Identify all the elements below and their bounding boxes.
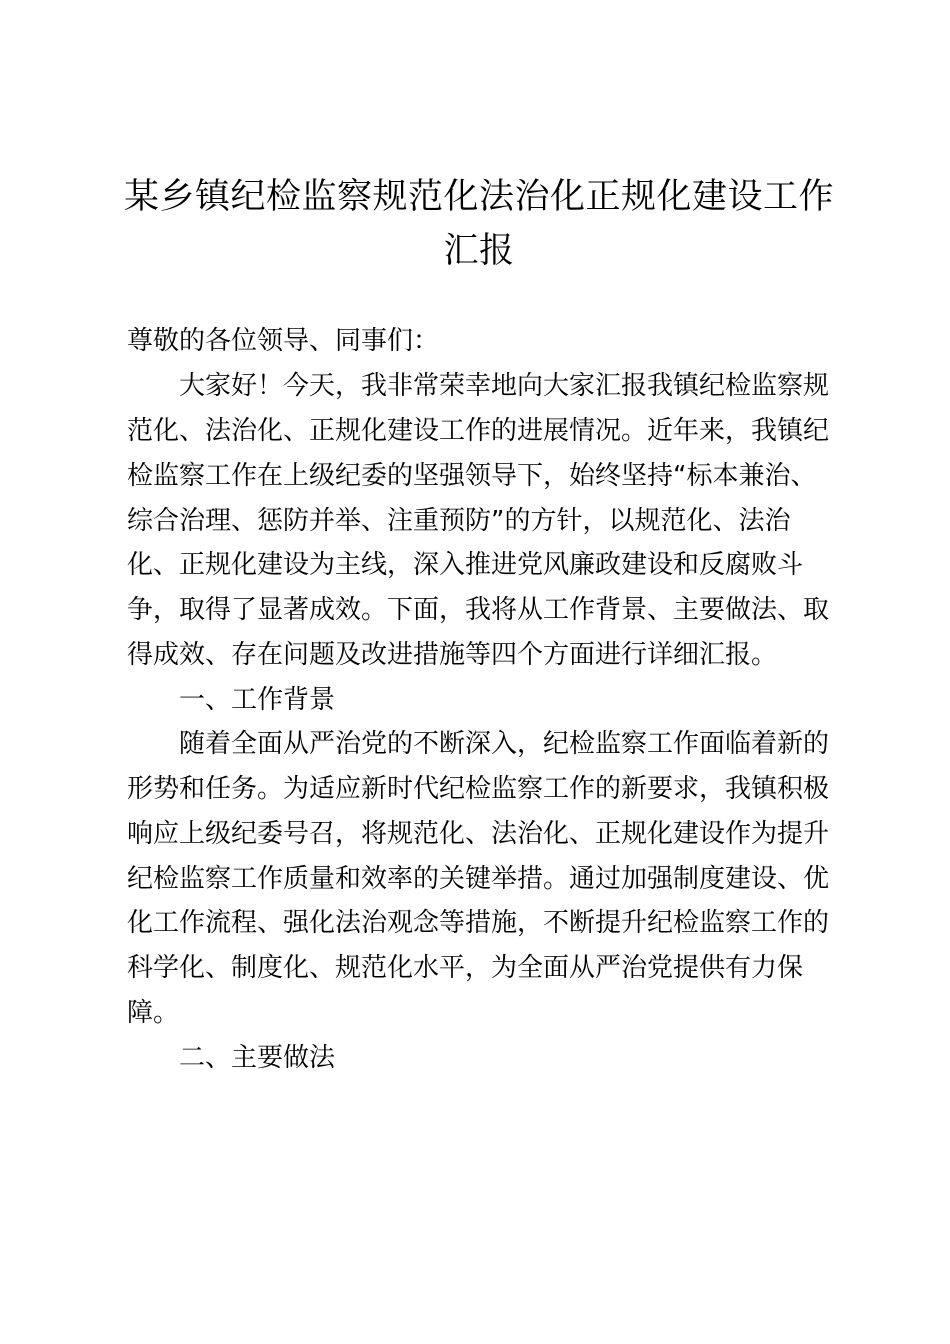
intro-line: 得成效、存在问题及改进措施等四个方面进行详细汇报。 [127,640,778,670]
intro-line: 化、正规化建设为主线，深入推进党风廉政建设和反腐败斗 [127,550,804,580]
section1-line: 纪检监察工作质量和效率的关键举措。通过加强制度建设、优 [127,864,830,894]
section1-line: 响应上级纪委号召，将规范化、法治化、正规化建设作为提升 [127,819,830,849]
intro-line: 争，取得了显著成效。下面，我将从工作背景、主要做法、取 [127,595,830,625]
title-line-2: 汇报 [443,231,515,271]
intro-line: 检监察工作在上级纪委的坚强领导下，始终坚持“标本兼治、 [127,461,817,491]
intro-line: 大家好！今天，我非常荣幸地向大家汇报我镇纪检监察规 [179,371,830,401]
salutation: 尊敬的各位领导、同事们： [127,326,440,356]
section-heading-main-practices: 二、主要做法 [179,1043,336,1073]
section1-line: 化工作流程、强化法治观念等措施，不断提升纪检监察工作的 [127,908,830,938]
section1-line: 障。 [127,998,180,1028]
intro-line: 范化、法治化、正规化建设工作的进展情况。近年来，我镇纪 [127,416,830,446]
document-title [100,170,858,278]
section-heading-background: 一、工作背景 [179,685,336,715]
section1-line: 形势和任务。为适应新时代纪检监察工作的新要求，我镇积极 [127,774,830,804]
intro-line: 综合治理、惩防并举、注重预防”的方针，以规范化、法治 [127,506,791,536]
title-line-1: 某乡镇纪检监察规范化法治化正规化建设工作 [123,177,834,217]
section1-line: 随着全面从严治党的不断深入，纪检监察工作面临着新的 [179,729,830,759]
section1-line: 科学化、制度化、规范化水平，为全面从严治党提供有力保 [127,953,804,983]
